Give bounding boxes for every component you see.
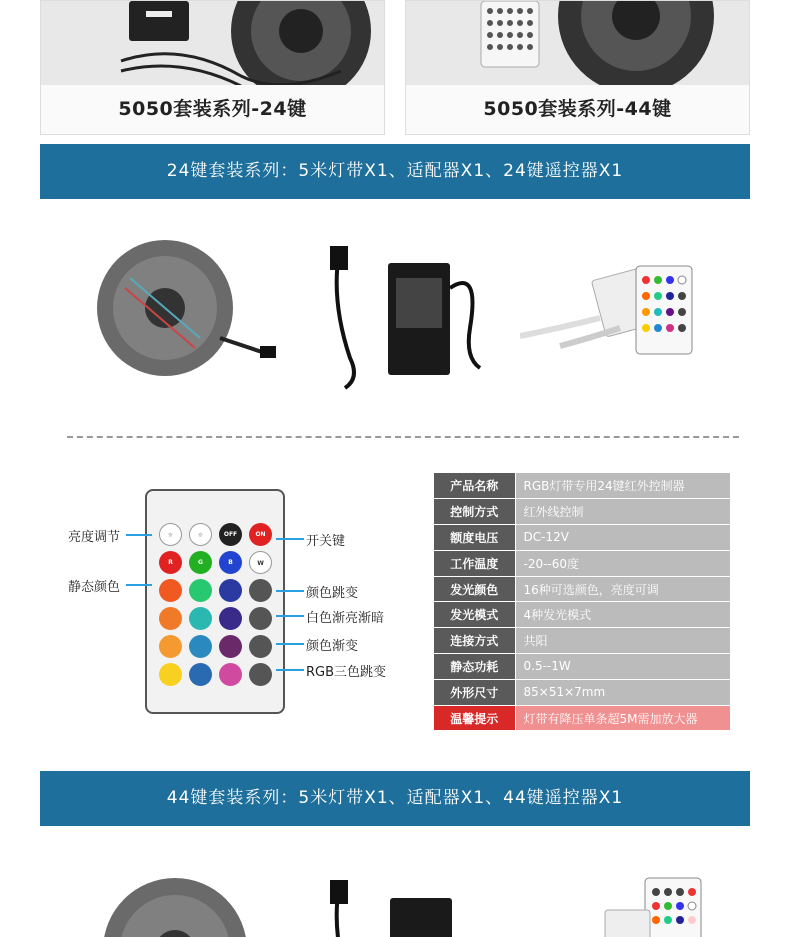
spec-key: 发光颜色	[434, 576, 515, 602]
spec-row-warning	[434, 705, 731, 731]
color-button[interactable]	[189, 635, 212, 658]
section-divider	[67, 436, 739, 438]
color-button[interactable]	[189, 607, 212, 630]
spec-value: 16种可选颜色，亮度可调	[515, 576, 731, 602]
spec-value: RGB灯带专用24键红外控制器	[515, 473, 731, 499]
product-card-label: 5050套装系列-24键	[41, 85, 384, 134]
spec-value: 4种发光模式	[515, 602, 731, 628]
color-button[interactable]	[159, 607, 182, 630]
product-card-label: 5050套装系列-44键	[406, 85, 749, 134]
kit-banner-44key: 44键套装系列：5米灯带X1、适配器X1、44键遥控器X1	[40, 771, 750, 826]
white-button[interactable]: W	[249, 551, 272, 574]
spec-row	[434, 602, 731, 628]
on-button[interactable]: ON	[249, 523, 272, 546]
annotation-white-fade: 白色渐亮渐暗	[306, 611, 385, 626]
red-button[interactable]: R	[159, 551, 182, 574]
callout-line	[276, 643, 304, 645]
spec-value: 0.5--1W	[515, 654, 731, 680]
spec-row	[434, 525, 731, 551]
spec-key: 静态功耗	[434, 654, 515, 680]
spec-key: 外形尺寸	[434, 679, 515, 705]
spec-row	[434, 473, 731, 499]
spec-value: 红外线控制	[515, 499, 731, 525]
spec-table	[434, 473, 731, 731]
power-adapter-image	[310, 870, 510, 937]
ir-remote-24key	[145, 489, 285, 714]
color-button[interactable]	[159, 635, 182, 658]
spec-row	[434, 576, 731, 602]
kit-contents-24key	[40, 238, 750, 398]
color-button[interactable]	[189, 663, 212, 686]
annotation-static-color: 静态颜色	[68, 580, 121, 595]
color-button[interactable]	[219, 579, 242, 602]
brightness-down-button[interactable]: ☼	[189, 523, 212, 546]
product-card-24key[interactable]	[40, 0, 385, 135]
color-button[interactable]	[159, 579, 182, 602]
smooth-button[interactable]	[249, 663, 272, 686]
controller-and-remote-image	[520, 238, 720, 398]
annotation-brightness: 亮度调节	[68, 530, 121, 545]
spec-key: 额度电压	[434, 525, 515, 551]
blue-button[interactable]: B	[219, 551, 242, 574]
callout-line	[276, 615, 304, 617]
annotation-rgb-jump: RGB三色跳变	[306, 665, 387, 680]
color-button[interactable]	[219, 635, 242, 658]
led-strip-kit-image	[41, 1, 384, 87]
spec-value: -20--60度	[515, 550, 731, 576]
spec-value: 共阳	[515, 628, 731, 654]
spec-value: DC-12V	[515, 525, 731, 551]
color-button[interactable]	[159, 663, 182, 686]
spec-value: 灯带有降压单条超5M需加放大器	[515, 705, 731, 731]
strobe-button[interactable]	[249, 607, 272, 630]
fade-button[interactable]	[249, 635, 272, 658]
callout-line	[276, 590, 304, 592]
spec-row	[434, 550, 731, 576]
callout-line	[126, 534, 152, 536]
annotation-color-jump: 颜色跳变	[306, 586, 359, 601]
spec-key: 温馨提示	[434, 705, 515, 731]
annotation-power: 开关键	[306, 534, 346, 549]
callout-line	[276, 538, 304, 540]
spec-value: 85×51×7mm	[515, 679, 731, 705]
kit-banner-24key: 24键套装系列：5米灯带X1、适配器X1、24键遥控器X1	[40, 144, 750, 199]
led-strip-kit-image	[406, 1, 749, 87]
spec-key: 控制方式	[434, 499, 515, 525]
kit-contents-44key	[40, 870, 750, 937]
green-button[interactable]: G	[189, 551, 212, 574]
annotation-color-fade: 颜色渐变	[306, 639, 359, 654]
led-strip-reel-image	[80, 870, 280, 937]
callout-line	[276, 669, 304, 671]
color-button[interactable]	[219, 607, 242, 630]
color-button[interactable]	[219, 663, 242, 686]
brightness-up-button[interactable]: ☼	[159, 523, 182, 546]
controller-and-remote-image	[520, 870, 720, 937]
flash-button[interactable]	[249, 579, 272, 602]
spec-row	[434, 679, 731, 705]
spec-row	[434, 628, 731, 654]
spec-key: 产品名称	[434, 473, 515, 499]
led-strip-reel-image	[80, 238, 280, 398]
power-adapter-image	[310, 238, 510, 398]
spec-key: 工作温度	[434, 550, 515, 576]
spec-row	[434, 499, 731, 525]
spec-key: 连接方式	[434, 628, 515, 654]
off-button[interactable]: OFF	[219, 523, 242, 546]
callout-line	[126, 584, 152, 586]
color-button[interactable]	[189, 579, 212, 602]
product-card-44key[interactable]	[405, 0, 750, 135]
spec-key: 发光模式	[434, 602, 515, 628]
spec-row	[434, 654, 731, 680]
